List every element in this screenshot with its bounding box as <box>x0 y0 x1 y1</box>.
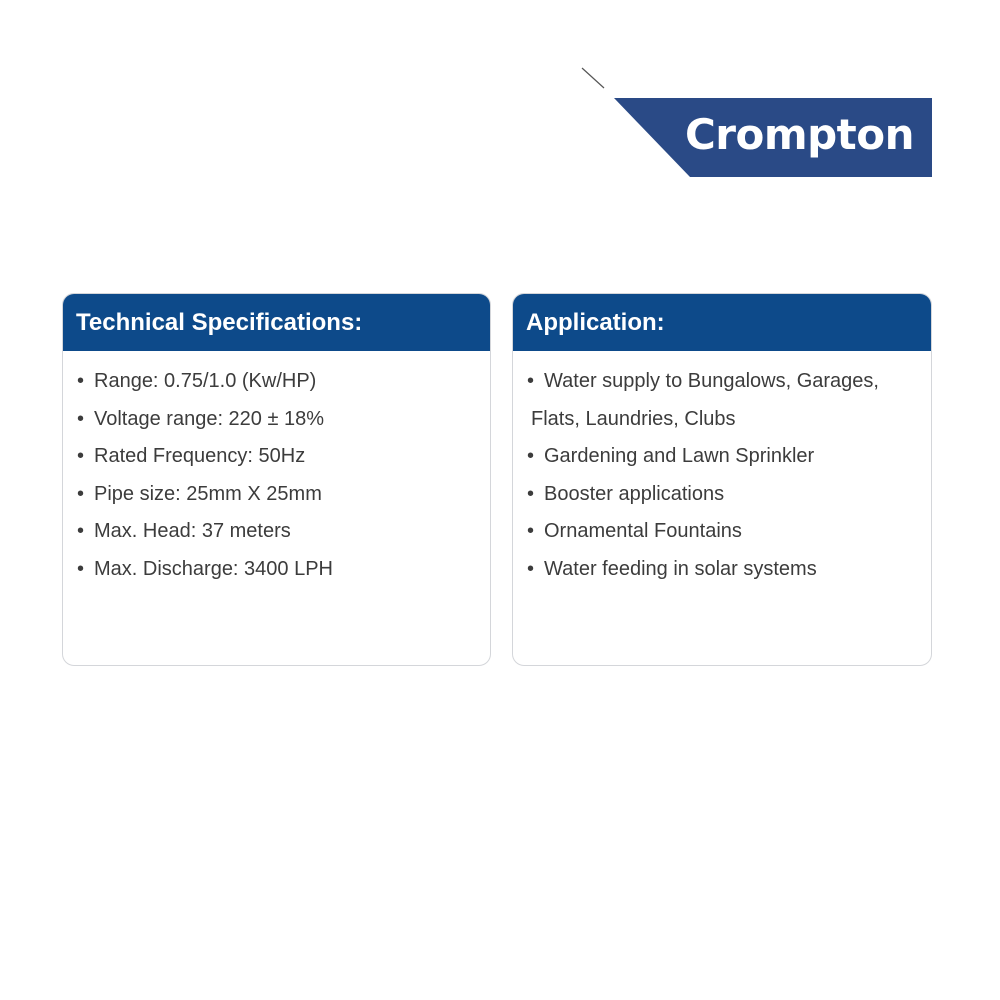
brand-name: Crompton <box>684 110 914 159</box>
technical-specifications-title: Technical Specifications: <box>63 294 490 351</box>
list-item: • Rated Frequency: 50Hz <box>77 438 480 476</box>
list-item: • Water feeding in solar systems <box>527 551 921 589</box>
list-item: • Voltage range: 220 ± 18% <box>77 401 480 439</box>
application-title: Application: <box>513 294 931 351</box>
specifications-list <box>63 351 490 588</box>
list-item: • Max. Discharge: 3400 LPH <box>77 551 480 589</box>
technical-specifications-panel <box>62 293 491 666</box>
list-item-continuation: Flats, Laundries, Clubs <box>531 407 736 430</box>
list-item: • Gardening and Lawn Sprinkler <box>527 438 921 476</box>
crompton-logo <box>614 98 932 177</box>
list-item: • Ornamental Fountains <box>527 513 921 551</box>
application-list <box>513 351 931 588</box>
list-item: • Booster applications <box>527 476 921 514</box>
list-item: • Range: 0.75/1.0 (Kw/HP) <box>77 363 480 401</box>
list-item <box>527 363 921 438</box>
list-item: • Pipe size: 25mm X 25mm <box>77 476 480 514</box>
application-panel <box>512 293 932 666</box>
list-item-text: Water supply to Bungalows, Garages, <box>544 370 879 392</box>
list-item: • Max. Head: 37 meters <box>77 513 480 551</box>
